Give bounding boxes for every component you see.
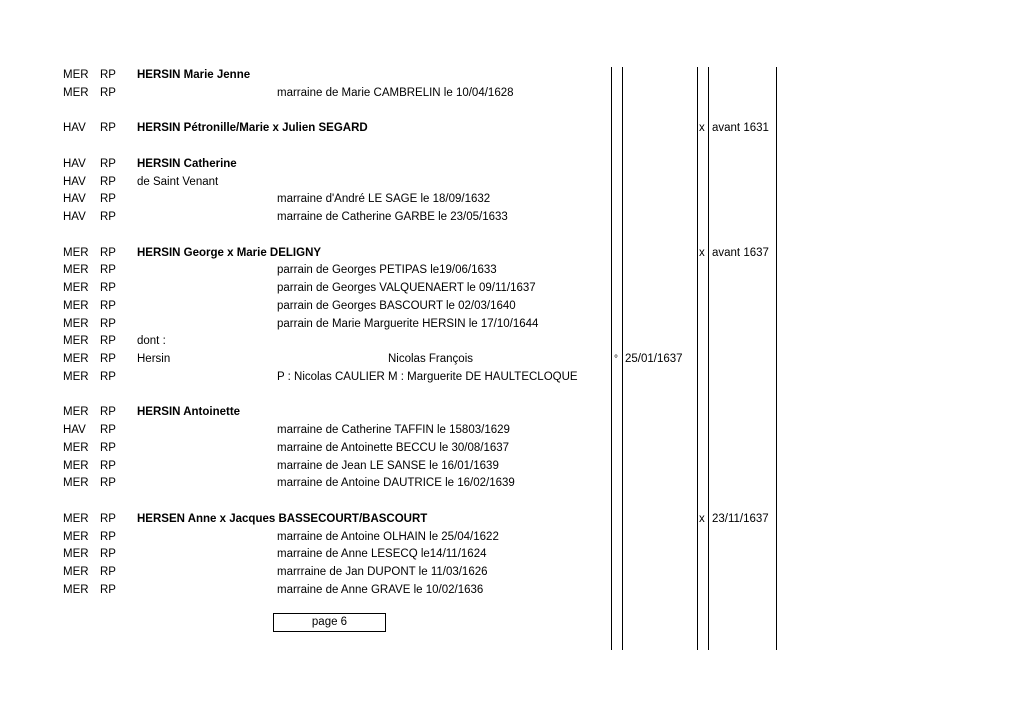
place-cell: MER xyxy=(63,353,89,365)
detail-cell: parrain de Georges BASCOURT le 02/03/1640 xyxy=(277,299,516,312)
place-cell: MER xyxy=(63,583,89,596)
table-row xyxy=(0,120,1024,137)
table-row xyxy=(0,298,1024,315)
detail-cell: marraine d'André LE SAGE le 18/09/1632 xyxy=(277,193,491,206)
table-row xyxy=(0,369,1024,386)
code-cell: RP xyxy=(100,424,116,436)
detail-cell: P : Nicolas CAULIER M : Marguerite DE HAULTECLOQUE xyxy=(277,370,578,383)
table-row xyxy=(0,582,1024,599)
name-cell: HERSIN Marie Jenne xyxy=(137,69,251,81)
place-cell: MER xyxy=(63,548,89,561)
table-row xyxy=(0,262,1024,279)
code-cell: RP xyxy=(100,459,116,472)
code-cell: RP xyxy=(100,530,116,543)
baptism-mark-cell: ° xyxy=(614,354,618,365)
table-row xyxy=(0,404,1024,421)
place-cell: HAV xyxy=(63,157,86,170)
code-cell: RP xyxy=(100,512,116,525)
blank-row xyxy=(0,138,1024,155)
place-cell: MER xyxy=(63,441,89,454)
blank-row xyxy=(0,493,1024,510)
table-row xyxy=(0,351,1024,368)
table-row xyxy=(0,564,1024,581)
code-cell: RP xyxy=(100,566,116,578)
detail-cell: parrain de Marie Marguerite HERSIN le 17/10/1644 xyxy=(277,317,539,330)
marriage-mark-cell: x xyxy=(699,512,705,525)
detail-cell: marraine de Anne GRAVE le 10/02/1636 xyxy=(277,583,484,596)
place-cell: MER xyxy=(63,512,89,525)
detail-cell: parrain de Georges PETIPAS le19/06/1633 xyxy=(277,264,497,277)
place-cell: MER xyxy=(63,246,89,259)
table-row xyxy=(0,85,1024,102)
name-cell: HERSIN George x Marie DELIGNY xyxy=(137,246,322,259)
place-cell: MER xyxy=(63,566,89,578)
given-names-cell: Nicolas François xyxy=(388,353,473,365)
baptism-date-cell: 25/01/1637 xyxy=(625,353,683,365)
code-cell: RP xyxy=(100,122,116,135)
name-cell: HERSIN Antoinette xyxy=(137,406,241,419)
code-cell: RP xyxy=(100,193,116,206)
place-cell: HAV xyxy=(63,175,86,188)
place-cell: HAV xyxy=(63,424,86,436)
table-row xyxy=(0,475,1024,492)
code-cell: RP xyxy=(100,370,116,383)
code-cell: RP xyxy=(100,282,116,294)
place-cell: HAV xyxy=(63,122,86,135)
code-cell: RP xyxy=(100,299,116,312)
detail-cell: marraine de Antoinette BECCU le 30/08/1637 xyxy=(277,441,510,454)
detail-cell: marraine de Antoine OLHAIN le 25/04/1622 xyxy=(277,530,499,543)
code-cell: RP xyxy=(100,86,116,99)
code-cell: RP xyxy=(100,264,116,277)
place-cell: MER xyxy=(63,406,89,419)
place-cell: MER xyxy=(63,264,89,277)
table-row xyxy=(0,316,1024,333)
place-cell: HAV xyxy=(63,211,86,223)
table-row xyxy=(0,511,1024,528)
code-cell: RP xyxy=(100,175,116,188)
detail-cell: parrain de Georges VALQUENAERT le 09/11/1637 xyxy=(277,282,536,294)
detail-cell: marrraine de Jan DUPONT le 11/03/1626 xyxy=(277,566,488,578)
name-cell: dont : xyxy=(137,335,166,348)
place-cell: MER xyxy=(63,335,89,348)
table-row xyxy=(0,280,1024,297)
code-cell: RP xyxy=(100,335,116,348)
table-row xyxy=(0,191,1024,208)
blank-row xyxy=(0,103,1024,120)
place-cell: HAV xyxy=(63,193,86,206)
detail-cell: marraine de Marie CAMBRELIN le 10/04/1628 xyxy=(277,86,514,99)
place-cell: MER xyxy=(63,530,89,543)
place-cell: MER xyxy=(63,282,89,294)
table-row xyxy=(0,333,1024,350)
table-row xyxy=(0,546,1024,563)
page-number-box: page 6 xyxy=(273,613,386,632)
place-cell: MER xyxy=(63,459,89,472)
marriage-mark-cell: x xyxy=(699,122,705,135)
code-cell: RP xyxy=(100,69,116,81)
name-cell: Hersin xyxy=(137,353,171,365)
table-row xyxy=(0,67,1024,84)
marriage-date-cell: avant 1631 xyxy=(712,122,769,135)
place-cell: MER xyxy=(63,299,89,312)
place-cell: MER xyxy=(63,370,89,383)
place-cell: MER xyxy=(63,86,89,99)
code-cell: RP xyxy=(100,583,116,596)
table-row xyxy=(0,422,1024,439)
table-row xyxy=(0,209,1024,226)
detail-cell: marraine de Antoine DAUTRICE le 16/02/1639 xyxy=(277,477,515,490)
detail-cell: marraine de Catherine GARBE le 23/05/1633 xyxy=(277,211,508,223)
code-cell: RP xyxy=(100,477,116,490)
code-cell: RP xyxy=(100,548,116,561)
place-cell: MER xyxy=(63,477,89,490)
blank-row xyxy=(0,227,1024,244)
place-cell: MER xyxy=(63,69,89,81)
name-cell: HERSIN Catherine xyxy=(137,157,237,170)
detail-cell: marraine de Catherine TAFFIN le 15803/1629 xyxy=(277,424,510,436)
place-cell: MER xyxy=(63,317,89,330)
code-cell: RP xyxy=(100,211,116,223)
table-row xyxy=(0,245,1024,262)
table-row xyxy=(0,174,1024,191)
code-cell: RP xyxy=(100,353,116,365)
name-cell: HERSEN Anne x Jacques BASSECOURT/BASCOURT xyxy=(137,512,428,525)
code-cell: RP xyxy=(100,317,116,330)
table-row xyxy=(0,529,1024,546)
blank-row xyxy=(0,387,1024,404)
code-cell: RP xyxy=(100,246,116,259)
code-cell: RP xyxy=(100,406,116,419)
detail-cell: marraine de Jean LE SANSE le 16/01/1639 xyxy=(277,459,499,472)
table-row xyxy=(0,156,1024,173)
table-row xyxy=(0,458,1024,475)
name-cell: HERSIN Pétronille/Marie x Julien SEGARD xyxy=(137,122,368,135)
marriage-mark-cell: x xyxy=(699,246,705,259)
marriage-date-cell: 23/11/1637 xyxy=(712,512,769,525)
detail-cell: marraine de Anne LESECQ le14/11/1624 xyxy=(277,548,487,561)
table-row xyxy=(0,440,1024,457)
code-cell: RP xyxy=(100,441,116,454)
name-cell: de Saint Venant xyxy=(137,175,219,188)
marriage-date-cell: avant 1637 xyxy=(712,246,769,259)
code-cell: RP xyxy=(100,157,116,170)
